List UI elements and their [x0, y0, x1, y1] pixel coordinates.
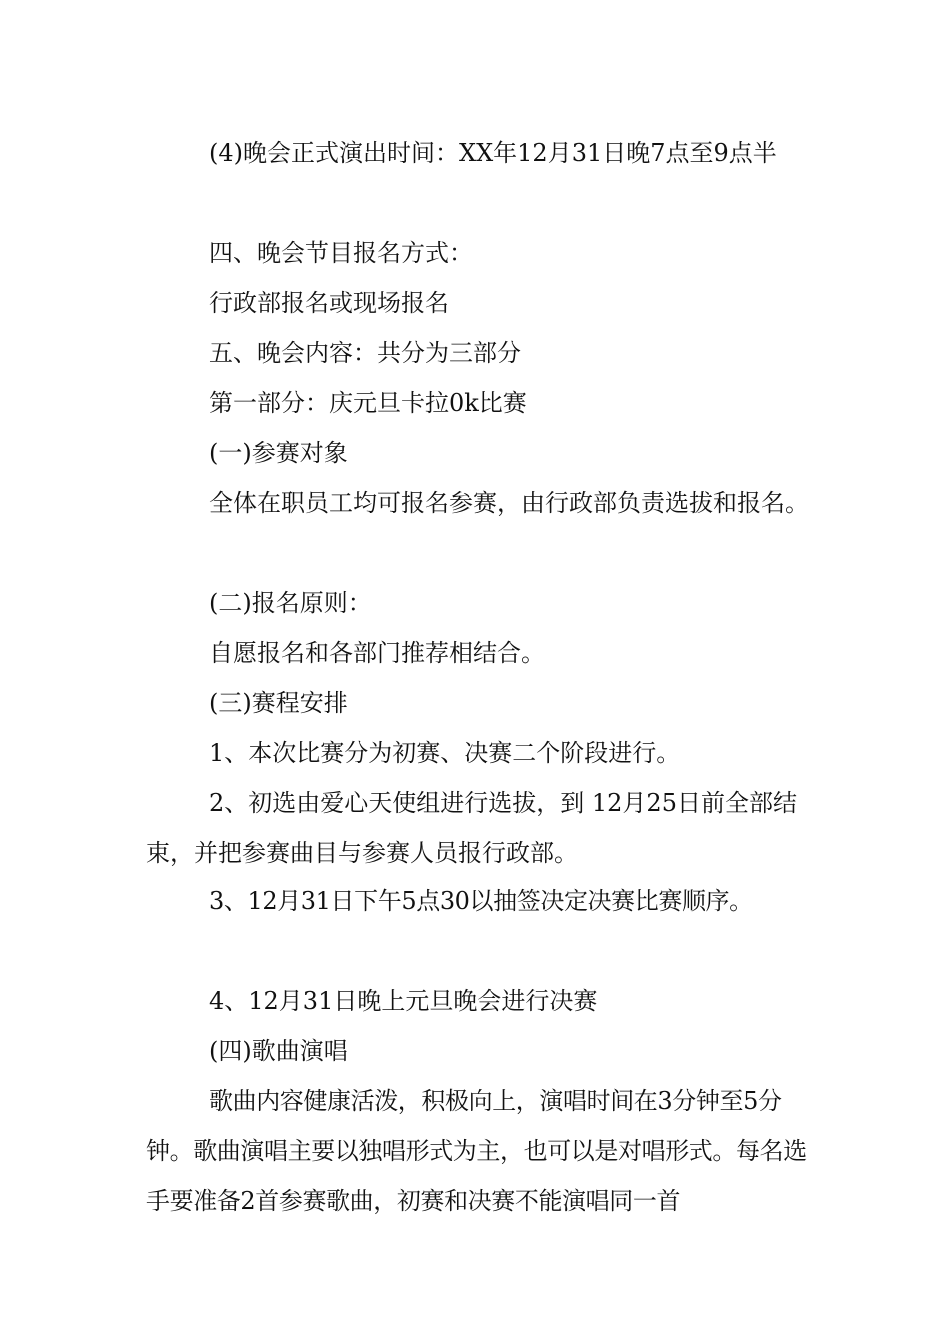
heading-registration-principle: (二)报名原则：: [209, 589, 372, 617]
schedule-item-4: 4、12月31日晚上元旦晚会进行决赛: [209, 987, 598, 1015]
paragraph-participants: 全体在职员工均可报名参赛，由行政部负责选拔和报名。: [209, 489, 809, 517]
schedule-item-3: 3、12月31日下午5点30以抽签决定决赛比赛顺序。: [209, 887, 753, 915]
heading-gala-content: 五、晚会内容：共分为三部分: [209, 339, 521, 367]
heading-part-one: 第一部分：庆元旦卡拉0k比赛: [209, 389, 527, 417]
paragraph-performance-time: (4)晚会正式演出时间：XX年12月31日晚7点至9点半: [209, 139, 777, 167]
paragraph-song-performance: 歌曲内容健康活泼，积极向上，演唱时间在3分钟至5分钟。歌曲演唱主要以独唱形式为主，也可以是对唱形式。每名选手要准备2首参赛歌曲，初赛和决赛不能演唱同一首: [146, 1087, 807, 1215]
paragraph-registration-principle: 自愿报名和各部门推荐相结合。: [209, 639, 545, 667]
heading-participants: (一)参赛对象: [209, 439, 348, 467]
heading-schedule: (三)赛程安排: [209, 689, 348, 717]
heading-song-performance: (四)歌曲演唱: [209, 1037, 348, 1065]
heading-registration-method: 四、晚会节目报名方式：: [209, 239, 473, 267]
schedule-item-2: 2、初选由爱心天使组进行选拔，到 12月25日前全部结束，并把参赛曲目与参赛人员报行政部。: [146, 789, 797, 867]
paragraph-registration: 行政部报名或现场报名: [209, 289, 449, 317]
schedule-item-1: 1、本次比赛分为初赛、决赛二个阶段进行。: [209, 739, 681, 767]
